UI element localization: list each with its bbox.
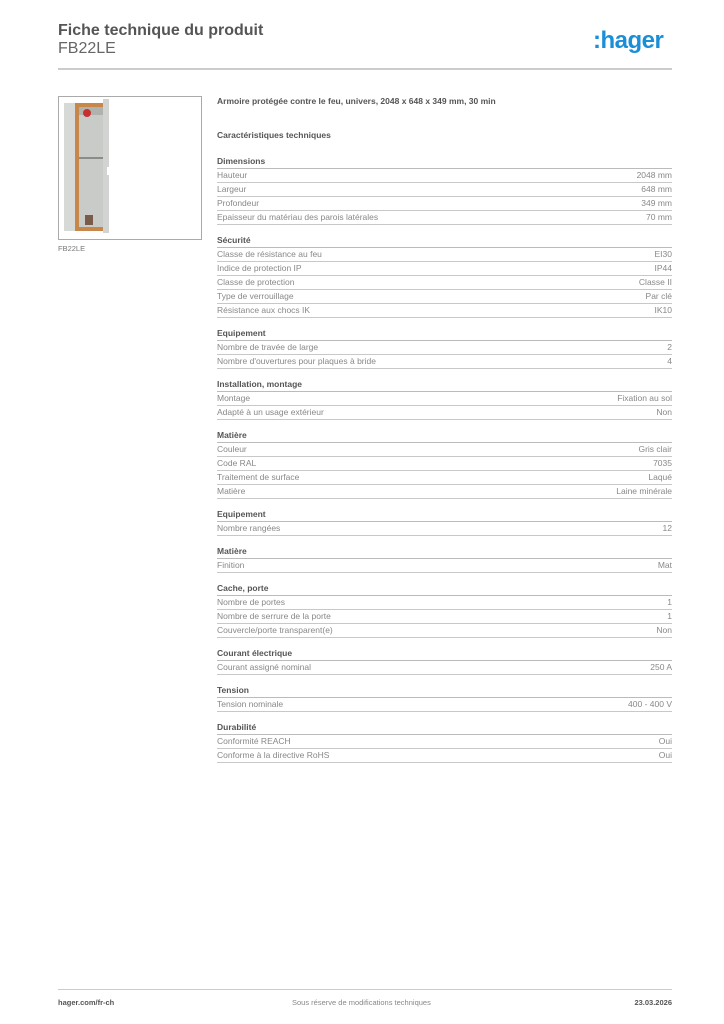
spec-value: Fixation au sol	[617, 393, 672, 403]
spec-label: Matière	[217, 486, 246, 496]
spec-section	[217, 378, 672, 420]
product-description: Armoire protégée contre le feu, univers, 2048 x 648 x 349 mm, 30 min	[217, 96, 496, 106]
spec-value: 349 mm	[641, 198, 672, 208]
spec-row	[217, 248, 672, 262]
logo-text: hager	[600, 27, 664, 54]
spec-row	[217, 197, 672, 211]
spec-row	[217, 443, 672, 457]
spec-row	[217, 262, 672, 276]
section-title: Equipement	[217, 508, 672, 522]
spec-value: Non	[656, 407, 672, 417]
spec-section	[217, 684, 672, 712]
spec-value: Non	[656, 625, 672, 635]
spec-row	[217, 559, 672, 573]
spec-row	[217, 485, 672, 499]
spec-label: Couvercle/porte transparent(e)	[217, 625, 333, 635]
section-title: Matière	[217, 545, 672, 559]
spec-value: Classe II	[638, 277, 672, 287]
spec-value: 2	[667, 342, 672, 352]
spec-row	[217, 276, 672, 290]
section-title: Dimensions	[217, 155, 672, 169]
header-divider	[58, 68, 672, 70]
spec-section	[217, 234, 672, 318]
spec-label: Epaisseur du matériau des parois latérales	[217, 212, 379, 222]
spec-label: Classe de protection	[217, 277, 295, 287]
spec-row	[217, 471, 672, 485]
spec-label: Adapté à un usage extérieur	[217, 407, 324, 417]
spec-row	[217, 169, 672, 183]
section-title: Sécurité	[217, 234, 672, 248]
logo-colon-icon: :	[593, 27, 601, 54]
spec-row	[217, 735, 672, 749]
spec-section	[217, 582, 672, 638]
section-title: Tension	[217, 684, 672, 698]
hager-logo	[593, 27, 663, 55]
footer-date: 23.03.2026	[634, 998, 672, 1007]
spec-row	[217, 698, 672, 712]
spec-label: Profondeur	[217, 198, 260, 208]
image-caption: FB22LE	[58, 244, 86, 253]
spec-value: Mat	[657, 560, 672, 570]
spec-label: Traitement de surface	[217, 472, 300, 482]
spec-label: Courant assigné nominal	[217, 662, 312, 672]
spec-label: Largeur	[217, 184, 247, 194]
cabinet-image-icon	[59, 97, 201, 239]
spec-row	[217, 211, 672, 225]
spec-row	[217, 624, 672, 638]
section-title: Matière	[217, 429, 672, 443]
spec-value: 2048 mm	[636, 170, 672, 180]
spec-label: Type de verrouillage	[217, 291, 294, 301]
spec-value: Par clé	[645, 291, 672, 301]
spec-label: Indice de protection IP	[217, 263, 302, 273]
spec-row	[217, 610, 672, 624]
spec-label: Classe de résistance au feu	[217, 249, 322, 259]
spec-row	[217, 406, 672, 420]
spec-row	[217, 341, 672, 355]
spec-section	[217, 155, 672, 225]
spec-section	[217, 545, 672, 573]
spec-label: Hauteur	[217, 170, 248, 180]
spec-value: 1	[667, 597, 672, 607]
spec-section	[217, 508, 672, 536]
product-reference: FB22LE	[58, 40, 116, 57]
page-title: Fiche technique du produit	[58, 22, 264, 39]
spec-value: 7035	[653, 458, 672, 468]
spec-label: Conformité REACH	[217, 736, 291, 746]
spec-value: 4	[667, 356, 672, 366]
spec-label: Tension nominale	[217, 699, 284, 709]
product-image	[58, 96, 202, 240]
spec-label: Montage	[217, 393, 251, 403]
spec-row	[217, 290, 672, 304]
spec-row	[217, 596, 672, 610]
spec-row	[217, 355, 672, 369]
spec-value: 648 mm	[641, 184, 672, 194]
footer-divider	[58, 989, 672, 990]
spec-value: EI30	[654, 249, 672, 259]
spec-row	[217, 457, 672, 471]
spec-section	[217, 721, 672, 763]
spec-value: Oui	[658, 750, 672, 760]
spec-row	[217, 304, 672, 318]
spec-value: 250 A	[650, 662, 672, 672]
spec-row	[217, 392, 672, 406]
characteristics-title: Caractéristiques techniques	[217, 130, 331, 140]
spec-value: IP44	[654, 263, 672, 273]
section-title: Durabilité	[217, 721, 672, 735]
spec-label: Finition	[217, 560, 245, 570]
section-title: Installation, montage	[217, 378, 672, 392]
spec-value: 70 mm	[646, 212, 672, 222]
spec-row	[217, 749, 672, 763]
section-title: Equipement	[217, 327, 672, 341]
spec-value: Oui	[658, 736, 672, 746]
spec-section	[217, 327, 672, 369]
spec-value: 400 - 400 V	[628, 699, 672, 709]
spec-sections	[217, 155, 672, 772]
spec-value: IK10	[654, 305, 672, 315]
spec-value: 12	[662, 523, 672, 533]
spec-section	[217, 647, 672, 675]
footer-disclaimer: Sous réserve de modifications techniques	[292, 998, 431, 1007]
spec-row	[217, 183, 672, 197]
spec-label: Nombre d'ouvertures pour plaques à bride	[217, 356, 376, 366]
spec-label: Code RAL	[217, 458, 257, 468]
spec-label: Couleur	[217, 444, 247, 454]
spec-value: Laine minérale	[616, 486, 672, 496]
spec-label: Nombre de serrure de la porte	[217, 611, 331, 621]
spec-value: Laqué	[648, 472, 672, 482]
spec-label: Nombre de travée de large	[217, 342, 319, 352]
spec-label: Résistance aux chocs IK	[217, 305, 311, 315]
spec-value: 1	[667, 611, 672, 621]
section-title: Cache, porte	[217, 582, 672, 596]
spec-row	[217, 661, 672, 675]
spec-label: Nombre de portes	[217, 597, 286, 607]
spec-label: Nombre rangées	[217, 523, 281, 533]
spec-row	[217, 522, 672, 536]
section-title: Courant électrique	[217, 647, 672, 661]
spec-section	[217, 429, 672, 499]
spec-label: Conforme à la directive RoHS	[217, 750, 330, 760]
footer-website[interactable]: hager.com/fr-ch	[58, 998, 115, 1007]
spec-value: Gris clair	[638, 444, 672, 454]
